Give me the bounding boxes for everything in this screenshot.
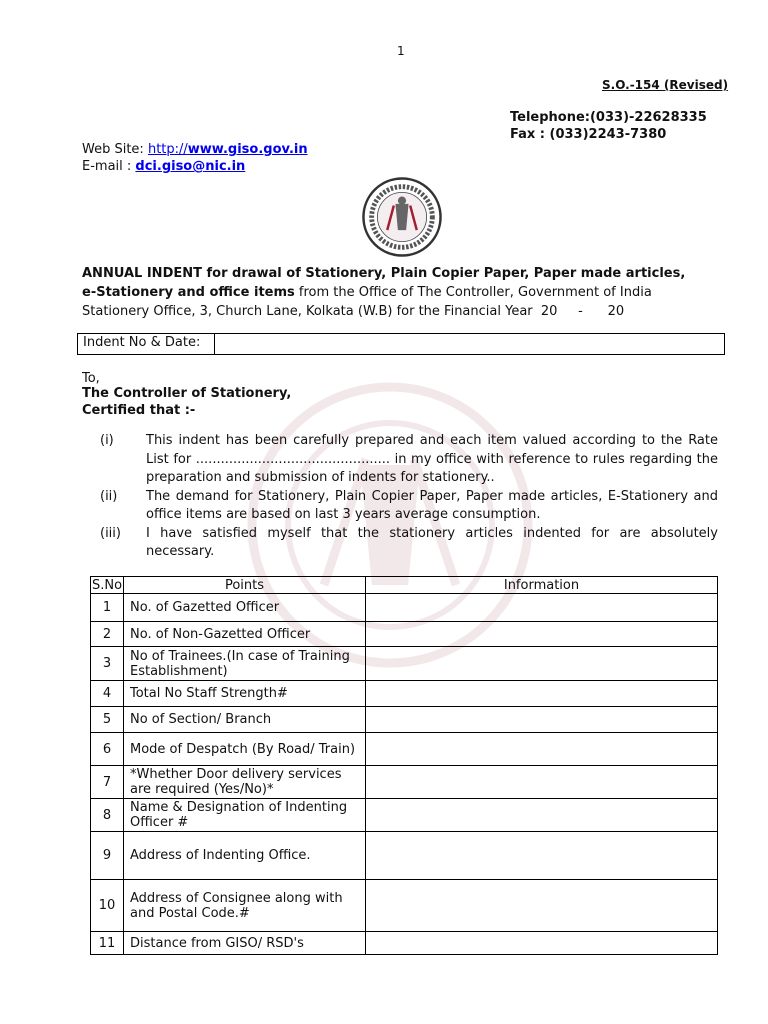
table-row	[91, 799, 718, 832]
row-information-field[interactable]	[366, 594, 718, 622]
row-point: Mode of Despatch (By Road/ Train)	[124, 733, 366, 766]
heading-line-1: ANNUAL INDENT for drawal of Stationery, Plain Copier Paper, Paper made articles,	[82, 266, 686, 281]
row-sno: 9	[91, 832, 124, 880]
indent-no-date-field[interactable]	[215, 334, 724, 354]
telephone: Telephone:(033)-22628335	[510, 110, 707, 125]
row-information-field[interactable]	[366, 766, 718, 799]
row-point: Address of Consignee along with and Postal Code.#	[124, 880, 366, 932]
header-information: Information	[366, 577, 718, 594]
row-sno: 7	[91, 766, 124, 799]
certification-text: The demand for Stationery, Plain Copier Paper, Paper made articles, E-Stationery and office items are based on last 3 years average consumption.	[146, 488, 718, 522]
form-code: S.O.-154 (Revised)	[602, 78, 729, 92]
certification-list	[100, 432, 718, 562]
header-points: Points	[124, 577, 366, 594]
table-row	[91, 880, 718, 932]
table-row	[91, 681, 718, 707]
certification-item	[100, 432, 718, 488]
certification-text: I have satisfied myself that the stationery articles indented for are absolutely necessary.	[146, 525, 718, 559]
row-point: Address of Indenting Office.	[124, 832, 366, 880]
row-information-field[interactable]	[366, 799, 718, 832]
fax: Fax : (033)2243-7380	[510, 127, 667, 142]
row-point: Name & Designation of Indenting Officer #	[124, 799, 366, 832]
certification-item	[100, 525, 718, 562]
row-information-field[interactable]	[366, 880, 718, 932]
indent-no-date-label: Indent No & Date:	[78, 334, 215, 354]
row-sno: 6	[91, 733, 124, 766]
table-row	[91, 932, 718, 955]
website-domain: www.giso.gov.in	[187, 142, 308, 157]
row-information-field[interactable]	[366, 622, 718, 647]
table-row	[91, 832, 718, 880]
row-point: No. of Gazetted Officer	[124, 594, 366, 622]
row-point: Total No Staff Strength#	[124, 681, 366, 707]
to-line: To,	[82, 371, 100, 386]
row-sno: 8	[91, 799, 124, 832]
table-row	[91, 622, 718, 647]
website-prefix: http://	[147, 142, 188, 157]
email-link[interactable]: dci.giso@nic.in	[135, 159, 246, 174]
certification-item	[100, 488, 718, 525]
table-header-row	[91, 577, 718, 594]
heading-line-2	[82, 285, 652, 300]
header-sno: S.No	[91, 577, 123, 593]
website-link[interactable]	[148, 142, 308, 157]
row-information-field[interactable]	[366, 733, 718, 766]
row-information-field[interactable]	[366, 681, 718, 707]
table-row	[91, 733, 718, 766]
certification-number: (iii)	[100, 525, 121, 541]
indent-no-date-box	[77, 333, 725, 355]
points-table	[90, 576, 718, 955]
certification-number: (ii)	[100, 488, 118, 504]
website-label: Web Site:	[82, 142, 148, 157]
row-sno: 2	[91, 622, 124, 647]
row-sno: 5	[91, 707, 124, 733]
email-line	[82, 159, 245, 174]
giso-emblem-icon	[361, 176, 443, 258]
row-information-field[interactable]	[366, 832, 718, 880]
heading-line-2-rest: from the Office of The Controller, Government of India	[294, 285, 652, 300]
row-sno: 4	[91, 681, 124, 707]
heading-line-3: Stationery Office, 3, Church Lane, Kolkata (W.B) for the Financial Year 20 - 20	[82, 304, 625, 319]
row-information-field[interactable]	[366, 647, 718, 681]
table-row	[91, 707, 718, 733]
row-point: *Whether Door delivery services are required (Yes/No)*	[124, 766, 366, 799]
certification-number: (i)	[100, 433, 114, 448]
row-sno: 1	[91, 594, 124, 622]
website-line	[82, 142, 308, 157]
recipient: The Controller of Stationery,	[82, 386, 292, 401]
table-row	[91, 647, 718, 681]
table-row	[91, 766, 718, 799]
row-information-field[interactable]	[366, 932, 718, 955]
row-point: No of Trainees.(In case of Training Establishment)	[124, 647, 366, 681]
certified-heading: Certified that :-	[82, 403, 196, 418]
row-sno: 3	[91, 647, 124, 681]
row-information-field[interactable]	[366, 707, 718, 733]
row-point: No of Section/ Branch	[124, 707, 366, 733]
row-sno: 11	[91, 932, 124, 955]
row-sno: 10	[91, 880, 124, 932]
email-label: E-mail :	[82, 159, 136, 174]
page-number: 1	[397, 44, 405, 58]
row-point: Distance from GISO/ RSD's	[124, 932, 366, 955]
heading-line-2-bold: e-Stationery and office items	[82, 285, 295, 300]
table-row	[91, 594, 718, 622]
row-point: No. of Non-Gazetted Officer	[124, 622, 366, 647]
certification-text: This indent has been carefully prepared and each item valued according to the Rate List for ............................................... in my office with reference to rules regarding the preparation and submission of indents for stationery..	[146, 433, 718, 485]
